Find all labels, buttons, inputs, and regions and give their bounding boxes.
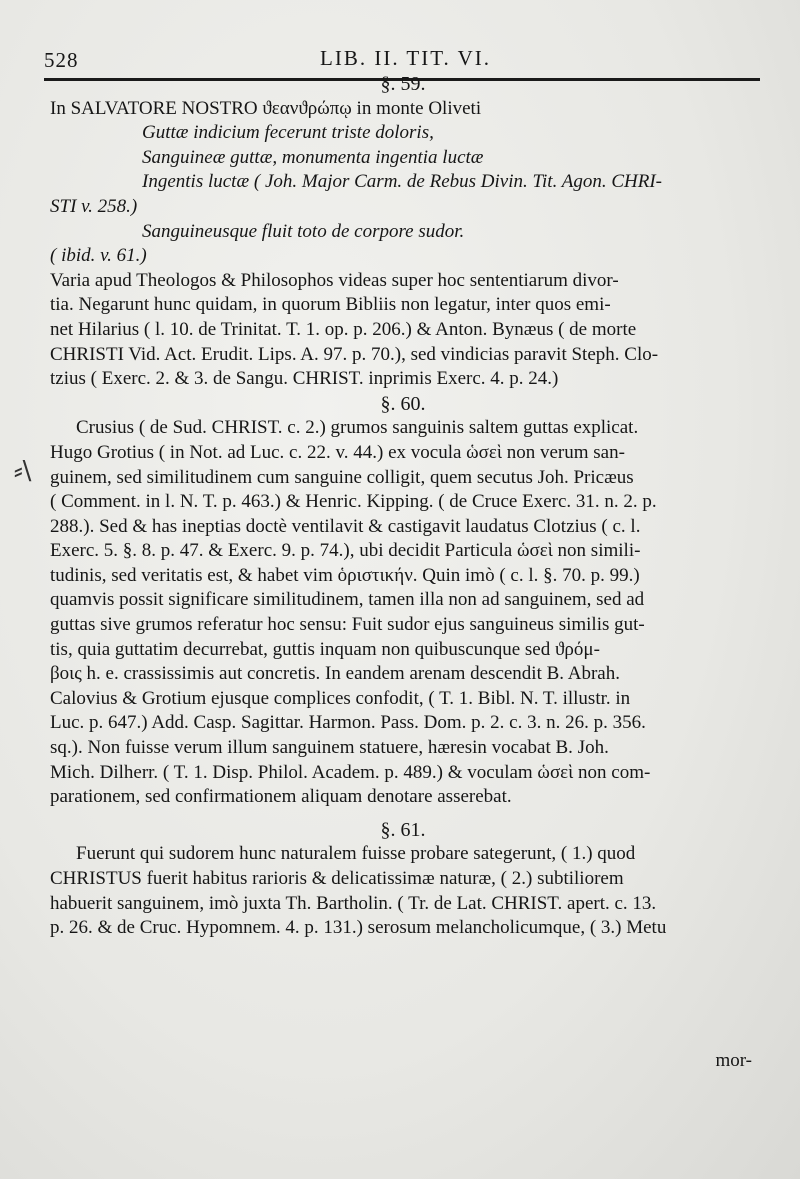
text-line: Exerc. 5. §. 8. p. 47. & Exerc. 9. p. 74.), ubi decidit Particula ὡσεὶ non simili- — [50, 540, 641, 562]
verse-line: Sanguineusque fluit toto de corpore sudor. — [142, 220, 465, 242]
section-heading-60: §. 60. — [380, 392, 426, 415]
text-line: parationem, sed confirmationem aliquam denotare asserebat. — [50, 786, 512, 808]
page-body — [50, 72, 756, 941]
text-line: Luc. p. 647.) Add. Casp. Sagittar. Harmon. Pass. Dom. p. 2. c. 3. n. 26. p. 356. — [50, 712, 646, 734]
text-line: Calovius & Grotium ejusque complices confodit, ( T. 1. Bibl. N. T. illustr. in — [50, 687, 631, 709]
text-line: Hugo Grotius ( in Not. ad Luc. c. 22. v. 44.) ex vocula ὡσεὶ non verum san- — [50, 441, 625, 463]
verse-line: Guttæ indicium fecerunt triste doloris, — [142, 122, 434, 144]
text-line: p. 26. & de Cruc. Hypomnem. 4. p. 131.) serosum melancholicumque, ( 3.) Metu — [50, 917, 667, 939]
text-line: βοις h. e. crassissimis aut concretis. In eandem arenam descendit B. Abrah. — [50, 663, 620, 685]
text-line: quamvis possit significare similitudinem, tamen illa non ad sanguinem, sed ad — [50, 589, 645, 611]
verse-line: Sanguineæ guttæ, monumenta ingentia luctæ — [142, 146, 484, 168]
text-line: guinem, sed similitudinem cum sanguine colligit, quem secutus Joh. Pricæus — [50, 466, 634, 488]
text-line: ( ibid. v. 61.) — [50, 245, 147, 267]
text-line: In SALVATORE NOSTRO ϑεανϑρώπῳ in monte Oliveti — [50, 97, 482, 119]
text-line: ( Comment. in l. N. T. p. 463.) & Henric. Kipping. ( de Cruce Exerc. 31. n. 2. p. — [50, 491, 657, 513]
text-line: 288.). Sed & has ineptias doctè ventilavit & castigavit laudatus Clotzius ( c. l. — [50, 515, 641, 537]
text-line: tia. Negarunt hunc quidam, in quorum Bibliis non legatur, inter quos emi- — [50, 294, 611, 316]
text-line: STI v. 258.) — [50, 195, 138, 217]
text-line: Varia apud Theologos & Philosophos videas super hoc sententiarum divor- — [50, 269, 619, 291]
text-line: guttas sive grumos referatur hoc sensu: Fuit sudor ejus sanguineus similis gut- — [50, 614, 645, 636]
section-heading-59: §. 59. — [380, 73, 426, 95]
catchword: mor- — [715, 1050, 752, 1071]
page-number: 528 — [44, 48, 79, 72]
page-header — [44, 42, 760, 72]
section-heading-61: §. 61. — [380, 818, 426, 841]
text-line: Mich. Dilherr. ( T. 1. Disp. Philol. Academ. p. 489.) & voculam ὡσεὶ non com- — [50, 761, 651, 783]
text-line: habuerit sanguinem, imò juxta Th. Bartholin. ( Tr. de Lat. CHRIST. apert. c. 13. — [50, 892, 657, 914]
verse-line: Ingentis luctæ ( Joh. Major Carm. de Rebus Divin. Tit. Agon. CHRI- — [142, 171, 662, 193]
text-line: CHRISTUS fuerit habitus rarioris & delicatissimæ naturæ, ( 2.) subtiliorem — [50, 868, 624, 889]
text-line: CHRISTI Vid. Act. Erudit. Lips. A. 97. p. 70.), sed vindicias paravit Steph. Clo- — [50, 343, 659, 365]
text-line: sq.). Non fuisse verum illum sanguinem statuere, hæresin vocabat B. Joh. — [50, 737, 609, 759]
text-line: tzius ( Exerc. 2. & 3. de Sangu. CHRIST. inprimis Exerc. 4. p. 24.) — [50, 368, 559, 390]
text-line: net Hilarius ( l. 10. de Trinitat. T. 1. op. p. 206.) & Anton. Bynæus ( de morte — [50, 318, 637, 340]
text-line: tudinis, sed veritatis est, & habet vim ὁριστικήν. Quin imò ( c. l. §. 70. p. 99.) — [50, 564, 640, 586]
text-line: tis, quia guttatim decurrebat, guttis inquam non quibuscunque sed ϑρόμ- — [50, 638, 600, 660]
text-line: Crusius ( de Sud. CHRIST. c. 2.) grumos sanguinis saltem guttas explicat. — [76, 417, 639, 439]
section-gap — [50, 810, 756, 818]
margin-mark: ⸗\ — [14, 456, 32, 486]
text-line: Fuerunt qui sudorem hunc naturalem fuisse probare sategerunt, ( 1.) quod — [76, 843, 636, 865]
running-title: LIB. II. TIT. VI. — [320, 46, 492, 70]
